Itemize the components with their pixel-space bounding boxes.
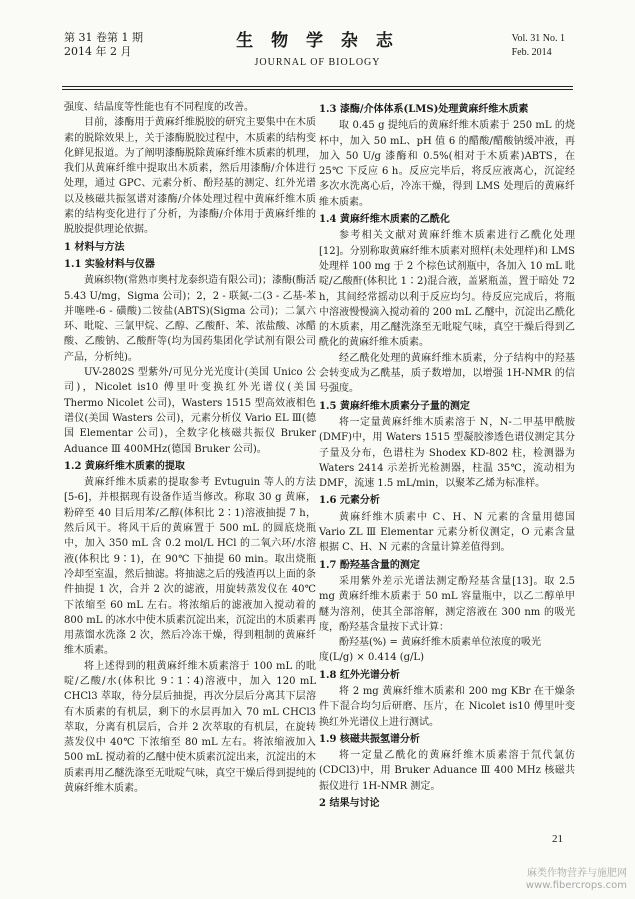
paragraph: 将 2 mg 黄麻纤维木质素和 200 mg KBr 在干燥条件下混合均匀后研磨、压片，在 Nicolet is10 傅里叶变换红外光谱仪上进行测试。 xyxy=(319,685,575,728)
subsection-heading: 1.5 黄麻纤维木质素分子量的测定 xyxy=(319,400,470,412)
journal-title-cn: 生 物 学 杂 志 xyxy=(236,31,399,51)
paragraph: 将上述得到的粗黄麻纤维木质素溶于 100 mL 的吡啶/乙酸/水(体积比 9∶1∶4)溶液中，加入 120 mL CHCl3 萃取，待分层后抽提，再次分层后分离其下层溶有木质素的有机层，剩下的水层再加入 70 mL CHCl3 萃取，分离有机层后，合并 2 次萃取的有机层，在旋转蒸发仪中 40℃ 下浓缩至 80 mL 左右。将浓缩液加入 500 mL 搅动着的乙醚中使木质素沉淀出来，沉淀出的木质素再用乙醚洗涤至无吡啶气味，真空干燥后得到提纯的黄麻纤维木质素。 xyxy=(64,660,316,795)
header-rule xyxy=(62,86,573,87)
subsection-heading: 1.4 黄麻纤维木质素的乙酰化 xyxy=(319,214,450,226)
issue-info-en xyxy=(512,32,565,60)
formula-line: 度(L/g) × 0.414 (g/L) xyxy=(319,652,424,664)
subsection-heading: 1.6 元素分析 xyxy=(319,495,380,507)
volume-issue-en: Vol. 31 No. 1 xyxy=(511,33,565,44)
issue-date-en: Feb. 2014 xyxy=(511,47,552,58)
paragraph: 黄麻纤维木质素中 C、H、N 元素的含量用德国 Vario ZL Ⅲ Elementar 元素分析仪测定，O 元素含量根据 C、H、N 元素的含量计算差值得到。 xyxy=(319,511,575,554)
paragraph: 采用紫外差示光谱法测定酚羟基含量[13]。取 2.5 mg 黄麻纤维木质素于 50 mL 容量瓶中，以乙二醇单甲醚为溶剂，使其全部溶解，测定溶液在 300 nm 的吸光度，酚羟基含量按下式计算： xyxy=(319,575,575,633)
watermark-url: www.fibercrops.com xyxy=(525,880,627,891)
formula-line: 酚羟基(%) = 黄麻纤维木质素单位浓度的吸光 xyxy=(339,637,542,649)
volume-issue-cn: 第 31 卷第 1 期 xyxy=(64,31,143,44)
paragraph: 参考相关文献对黄麻纤维木质素进行乙酰化处理[12]。分别称取黄麻纤维木质素对照样(未处理样)和 LMS 处理样 100 mg 于 2 个棕色试剂瓶中，各加入 10 mL 吡啶/乙酸酐(体积比 1∶2)混合液，盖紧瓶盖，置于暗处 72 h，其间经常摇动以利于反应均匀。待反应完成后，将瓶中溶液慢慢滴入搅动着的 200 mL 乙醚中，沉淀出乙酰化的木质素，用乙醚洗涤至无吡啶气味，真空干燥后得到乙酰化的黄麻纤维木质素。 xyxy=(319,230,575,349)
subsection-heading: 1.8 红外光谱分析 xyxy=(319,669,400,681)
subsection-heading: 1.3 漆酶/介体体系(LMS)处理黄麻纤维木质素 xyxy=(319,104,529,115)
issue-date-cn: 2014 年 2 月 xyxy=(64,45,132,58)
subsection-heading: 1.1 实验材料与仪器 xyxy=(64,258,155,270)
left-column xyxy=(64,100,316,796)
subsection-heading: 1.2 黄麻纤维木质素的提取 xyxy=(64,460,185,472)
page-number: 21 xyxy=(552,833,563,845)
watermark-text-cn: 麻类作物营养与施肥网 xyxy=(527,868,627,879)
paragraph: 经乙酰化处理的黄麻纤维木质素，分子结构中的羟基会转变成为乙酰基，质子数增加，以增强 1H-NMR 的信号强度。 xyxy=(319,352,575,395)
paragraph: UV-2802S 型紫外/可见分光光度计(美国 Unico 公司)，Nicolet is10 傅里叶变换红外光谱仪(美国 Thermo Nicolet 公司)，Wasters 1515 型高效液相色谱仪(美国 Wasters 公司)，元素分析仪 Vario EL Ⅲ(德国 Elementar 公司)，全数字化核磁共振仪 Bruker Aduance Ⅲ 400MHz(德国 Bruker 公司)。 xyxy=(64,367,316,455)
paragraph: 黄麻纤维木质素的提取参考 Evtuguin 等人的方法[5-6]，并根据现有设备作适当修改。称取 30 g 黄麻，粉碎至 40 目后用苯/乙醇(体积比 2∶1)溶液抽提 7 h，然后风干。将风干后的黄麻置于 500 mL 的圆底烧瓶中，加入 350 mL 含 0.2 mol/L HCl 的二氧六环/水溶液(体积比 9∶1)，在 90℃ 下抽提 60 min。取出烧瓶冷却至室温，然后抽滤。将抽滤之后的残渣再以上面的条件抽提 1 次，合并 2 次的滤液，用旋转蒸发仪在 40℃ 下浓缩至 60 mL 左右。将浓缩后的滤液加入搅动着的 800 mL 的冰水中使木质素沉淀出来，沉淀出的木质素再用蒸馏水洗涤 2 次，然后冷冻干燥，得到粗制的黄麻纤维木质素。 xyxy=(64,477,316,657)
journal-header xyxy=(0,0,635,92)
right-column xyxy=(319,100,575,812)
paragraph: 目前，漆酶用于黄麻纤维脱胶的研究主要集中在木质素的脱除效果上，关于漆酶脱胶过程中，木质素的结构变化鲜见报道。为了阐明漆酶脱除黄麻纤维木质素的机理，我们从黄麻纤维中提取出木质素，然后用漆酶/介体进行处理，通过 GPC、元素分析、酚羟基的测定、红外光谱以及核磁共振氢谱对漆酶/介体处理过程中黄麻纤维木质素的结构变化进行了分析，为漆酶/介体用于黄麻纤维的脱胶提供理论依据。 xyxy=(64,117,316,236)
paragraph: 将一定量乙酰化的黄麻纤维木质素溶于氘代氯仿(CDCl3)中，用 Bruker Aduance Ⅲ 400 MHz 核磁共振仪进行 1H-NMR 测定。 xyxy=(319,750,575,792)
paragraph: 黄麻织物(常熟市奥村龙泰织造有限公司)；漆酶(酶活 5.43 U/mg，Sigma 公司)；2，2 - 联氮-二(3 - 乙基-苯并噻唑-6 - 磺酸)二铵盐(ABTS)(Sigma 公司)；二氯六环、吡啶、三氯甲烷、乙醇、乙酸酐、苯、浓盐酸、冰醋酸、乙酸钠、乙酸酐等(均为国药集团化学试剂有限公司产品，分析纯)。 xyxy=(64,275,316,363)
section-heading: 2 结果与讨论 xyxy=(319,798,380,810)
journal-title-en: JOURNAL OF BIOLOGY xyxy=(254,57,381,68)
subsection-heading: 1.9 核磁共振氢谱分析 xyxy=(319,733,420,745)
watermark xyxy=(526,868,627,892)
subsection-heading: 1.7 酚羟基含量的测定 xyxy=(319,559,420,571)
paragraph: 强度、结晶度等性能也有不同程度的改善。 xyxy=(64,102,254,113)
header-rule-thin xyxy=(62,89,573,90)
paragraph: 将一定量黄麻纤维木质素溶于 N，N-二甲基甲酰胺(DMF)中，用 Waters 1515 型凝胶渗透色谱仪测定其分子量及分布，色谱柱为 Shodex KD-802 柱，检测器为 Waters 2414 示差折光检测器，柱温 35℃，流动相为 DMF，流速 1.5 mL/min，以聚苯乙烯为标准样。 xyxy=(319,416,575,490)
section-heading: 1 材料与方法 xyxy=(64,241,125,253)
paragraph: 取 0.45 g 提纯后的黄麻纤维木质素于 250 mL 的烧杯中，加入 50 mL、pH 值 6 的醋酸/醋酸钠缓冲液，再加入 50 U/g 漆酶和 0.5%(相对于木质素)ABTS，在 25℃ 下反应 6 h。反应完毕后，将反应液离心，沉淀经多次水洗离心后，冷冻干燥，得到 LMS 处理后的黄麻纤维木质素。 xyxy=(319,120,575,208)
